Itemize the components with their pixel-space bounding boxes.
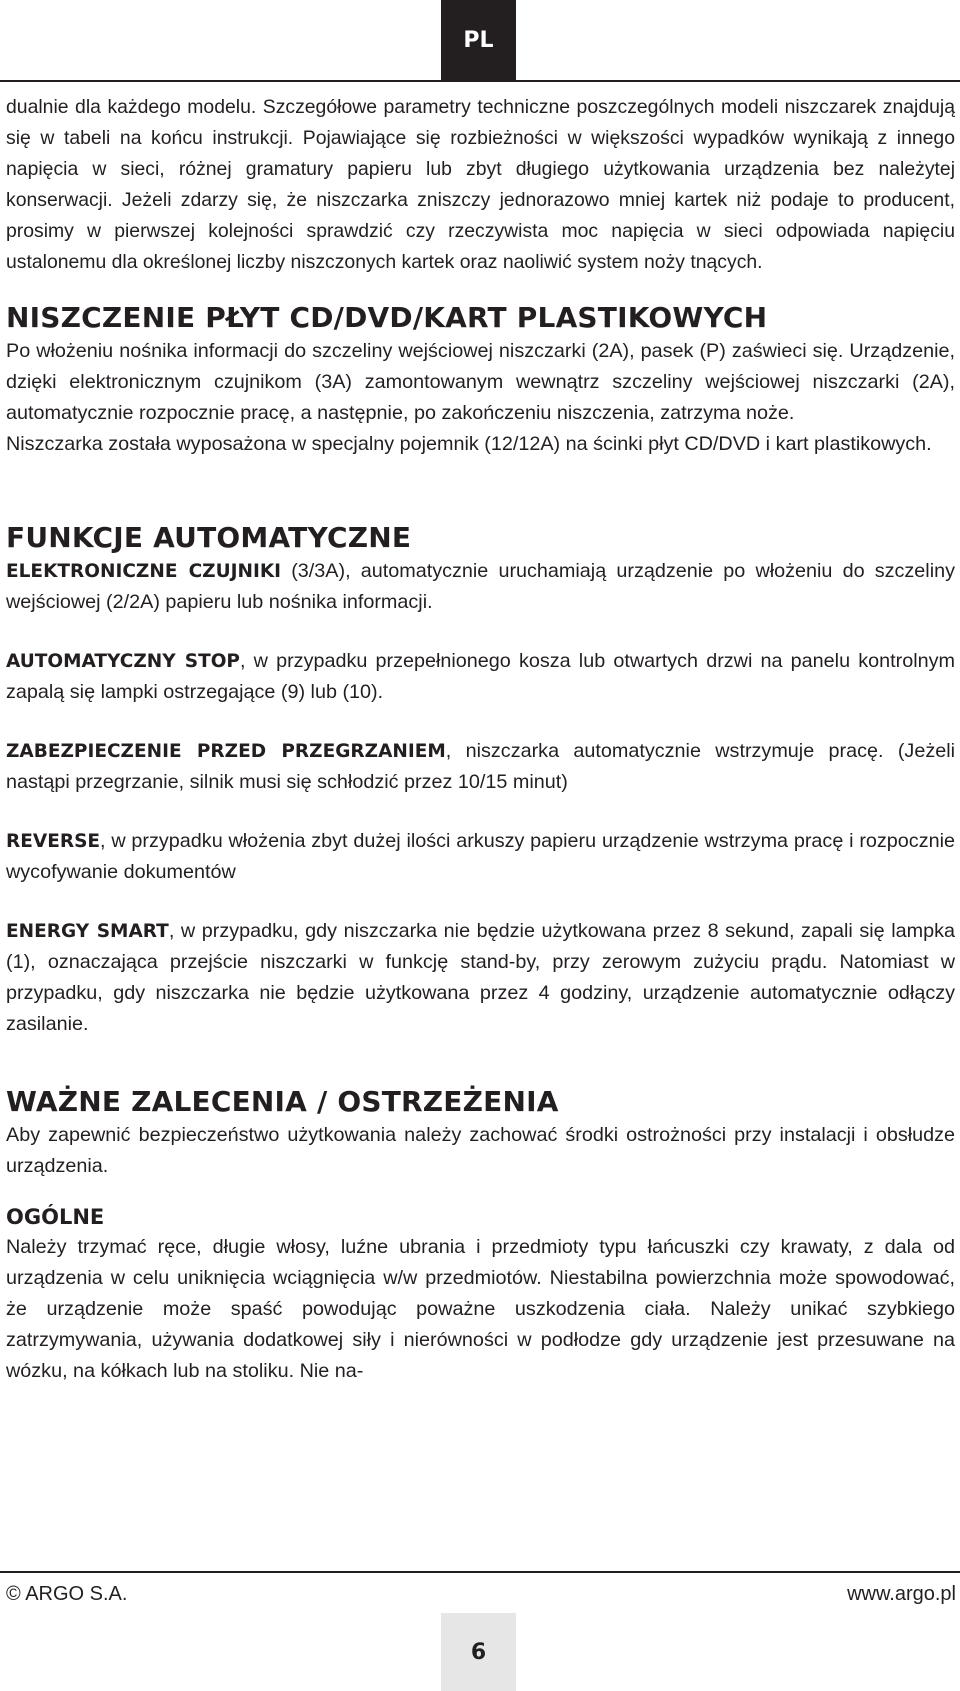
language-tab: PL	[441, 0, 516, 80]
page-number: 6	[441, 1613, 516, 1691]
header-divider	[0, 80, 960, 82]
auto-item-lead: ELEKTRONICZNE CZUJNIKI	[6, 561, 282, 582]
page-content	[6, 92, 955, 1387]
auto-item-sensors	[6, 556, 955, 618]
intro-paragraph: dualnie dla każdego modelu. Szczegółowe parametry techniczne poszczególnych modeli niszczarek znajdują się w tabeli na końcu instrukcji. Pojawiające się rozbieżności w większości wypadków wynikają z innego napięcia w sieci, różnej gramatury papieru lub zbyt długiego użytkowania urządzenia bez należytej konserwacji. Jeżeli zdarzy się, że niszczarka zniszczy jednorazowo mniej kartek niż podaje to producent, prosimy w pierwszej kolejności sprawdzić czy rzeczywista moc napięcia w sieci odpowiada napięciu ustalonemu dla określonej liczby niszczonych kartek oraz naoliwić system noży tnących.	[6, 96, 955, 273]
warnings-paragraph-1: Aby zapewnić bezpieczeństwo użytkowania należy zachować środki ostrożności przy instalacji i obsłudze urządzenia.	[6, 1124, 955, 1177]
auto-item-text: , w przypadku włożenia zbyt dużej ilości arkuszy papieru urządzenie wstrzyma pracę i rozpocznie wycofywanie dokumentów	[6, 830, 955, 883]
section-heading-warnings: WAŻNE ZALECENIA / OSTRZEŻENIA	[6, 1085, 559, 1118]
section-heading-cd-dvd: NISZCZENIE PŁYT CD/DVD/KART PLASTIKOWYCH	[6, 301, 768, 334]
footer-divider	[0, 1571, 960, 1573]
auto-item-text: (3/3A), automatycznie uruchamiają urządzenie po włożeniu do szczeliny wejściowej (2/2A) papieru lub nośnika informacji.	[6, 560, 955, 613]
cd-paragraph-1: Po włożeniu nośnika informacji do szczeliny wejściowej niszczarki (2A), pasek (P) zaświeci się. Urządzenie, dzięki elektronicznym czujnikom (3A) zamontowanym wewnątrz szczeliny wejściowej niszczarki (2A), automatycznie rozpocznie pracę, a następnie, po zakończeniu niszczenia, zatrzyma noże.	[6, 340, 955, 424]
section-heading-automatic-functions: FUNKCJE AUTOMATYCZNE	[6, 521, 412, 554]
subheading-general: OGÓLNE	[6, 1205, 105, 1229]
website-link[interactable]: www.argo.pl	[847, 1583, 956, 1605]
auto-item-text: , niszczarka automatycznie wstrzymuje pracę. (Jeżeli nastąpi przegrzanie, silnik musi się schłodzić przez 10/15 minut)	[6, 740, 955, 793]
copyright-text: © ARGO S.A.	[6, 1583, 128, 1605]
auto-item-reverse	[6, 826, 955, 888]
auto-item-energy-smart	[6, 916, 955, 1040]
general-paragraph: Należy trzymać ręce, długie włosy, luźne ubrania i przedmioty typu łańcuszki czy krawaty, z dala od urządzenia w celu uniknięcia wciągnięcia w/w przedmiotów. Niestabilna powierzchnia może spowodować, że urządzenie może spaść powodując poważne uszkodzenia ciała. Należy unikać szybkiego zatrzymywania, używania dodatkowej siły i nierówności w podłodze gdy urządzenie jest przesuwane na wózku, na kółkach lub na stoliku. Nie na-	[6, 1236, 955, 1382]
auto-item-text: , w przypadku przepełnionego kosza lub otwartych drzwi na panelu kontrolnym zapalą się lampki ostrzegające (9) lub (10).	[6, 650, 955, 703]
auto-item-stop	[6, 646, 955, 708]
auto-item-lead: REVERSE	[6, 831, 101, 852]
auto-item-lead: AUTOMATYCZNY STOP	[6, 651, 240, 672]
auto-item-lead: ENERGY SMART	[6, 921, 169, 942]
auto-item-overheat	[6, 736, 955, 798]
cd-paragraph-2: Niszczarka została wyposażona w specjalny pojemnik (12/12A) na ścinki płyt CD/DVD i kart plastikowych.	[6, 433, 932, 455]
auto-item-text: , w przypadku, gdy niszczarka nie będzie użytkowana przez 8 sekund, zapali się lampka (1), oznaczająca przejście niszczarki w funkcję stand-by, przy zerowym zużyciu prądu. Natomiast w przypadku, gdy niszczarka nie będzie użytkowana przez 4 godziny, urządzenie automatycznie odłączy zasilanie.	[6, 920, 955, 1035]
auto-item-lead: ZABEZPIECZENIE PRZED PRZEGRZANIEM	[6, 741, 446, 762]
